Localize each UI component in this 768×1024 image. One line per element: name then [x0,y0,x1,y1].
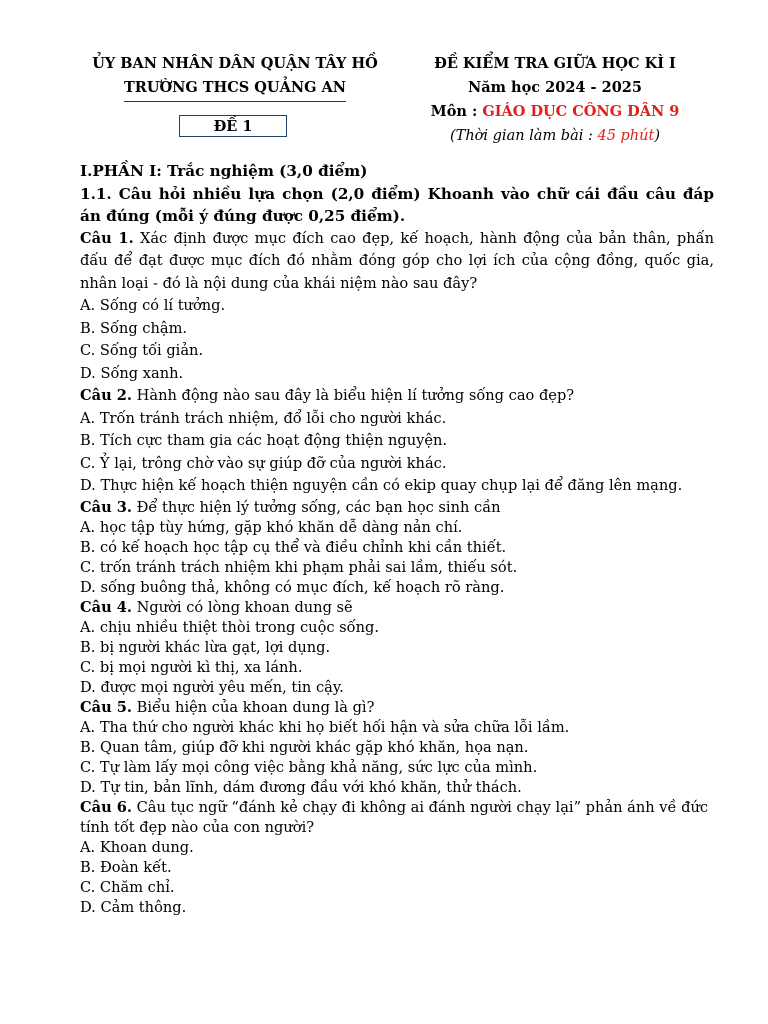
option: A. học tập tùy hứng, gặp khó khăn dễ dàng nản chí. [80,518,463,536]
option: A. Tha thứ cho người khác khi họ biết hối hận và sửa chữa lỗi lầm. [80,718,570,736]
option: B. Quan tâm, giúp đỡ khi người khác gặp khó khăn, họa nạn. [80,738,529,756]
question-text [80,698,714,718]
option: A. Trốn tránh trách nhiệm, đổ lỗi cho người khác. [80,409,447,427]
question-label: Câu 2. [80,387,132,404]
option: C. trốn tránh trách nhiệm khi phạm phải sai lầm, thiếu sót. [80,558,518,576]
option: D. Cảm thông. [80,898,187,916]
section-title: 1.1. Câu hỏi nhiều lựa chọn (2,0 điểm) Khoanh vào chữ cái đầu câu đáp án đúng (mỗi ý đúng được 0,25 điểm). [80,184,714,225]
district-committee: ỦY BAN NHÂN DÂN QUẬN TÂY HỒ [92,55,378,72]
question-body: Người có lòng khoan dung sẽ [132,598,353,616]
question-2 [80,385,714,498]
question-text [80,798,714,838]
question-5 [80,698,714,798]
exam-title: ĐỀ KIỂM TRA GIỮA HỌC KÌ I [434,55,676,72]
option: B. bị người khác lừa gạt, lợi dụng. [80,638,331,656]
option: D. sống buông thả, không có mục đích, kế hoạch rõ ràng. [80,578,505,596]
question-body: Để thực hiện lý tưởng sống, các bạn học sinh cần [132,498,501,516]
question-text [80,228,714,296]
subject-label: Môn : [430,103,483,120]
question-body: Xác định được mục đích cao đẹp, kế hoạch, hành động của bản thân, phấn đấu để đạt được mục đích đó nhằm đóng góp cho lợi ích của cộng đồng, quốc gia, nhân loại - đó là nội dung của khái niệm nào sau đây? [80,229,714,292]
question-label: Câu 6. [80,798,132,816]
option: A. Khoan dung. [80,838,194,856]
option: A. Sống có lí tưởng. [80,297,226,314]
question-text [80,498,714,518]
question-label: Câu 4. [80,598,132,616]
option: C. Sống tối giản. [80,342,204,359]
subject-name: GIÁO DỤC CÔNG DÂN 9 [482,103,680,120]
option: D. Thực hiện kế hoạch thiện nguyện cần có ekip quay chụp lại để đăng lên mạng. [80,477,683,494]
exam-code-box: ĐỀ 1 [179,115,287,137]
option: B. Tích cực tham gia các hoạt động thiện nguyện. [80,432,448,449]
time-line [405,124,705,148]
time-value: 45 phút [597,128,655,144]
exam-body [80,160,714,918]
option: B. có kế hoạch học tập cụ thể và điều chỉnh khi cần thiết. [80,538,507,556]
option: B. Đoàn kết. [80,858,172,876]
exam-header [0,52,768,142]
option: C. bị mọi người kì thị, xa lánh. [80,658,303,676]
time-suffix: ) [654,128,660,144]
question-1 [80,228,714,386]
option: C. Tự làm lấy mọi công việc bằng khả năng, sức lực của mình. [80,758,538,776]
question-6 [80,798,714,918]
question-body: Hành động nào sau đây là biểu hiện lí tưởng sống cao đẹp? [132,387,575,404]
time-prefix: (Thời gian làm bài : [450,128,598,144]
option: D. Tự tin, bản lĩnh, dám đương đầu với khó khăn, thử thách. [80,778,522,796]
option: D. được mọi người yêu mến, tin cậy. [80,678,344,696]
option: A. chịu nhiều thiệt thòi trong cuộc sống. [80,618,379,636]
exam-info [405,52,705,148]
school-name: TRƯỜNG THCS QUẢNG AN [124,76,346,102]
subject-line [405,100,705,124]
option: C. Chăm chỉ. [80,878,175,896]
part-title: I.PHẦN I: Trắc nghiệm (3,0 điểm) [80,162,368,180]
question-text [80,598,714,618]
question-label: Câu 5. [80,698,132,716]
question-3 [80,498,714,598]
option: B. Sống chậm. [80,319,188,337]
question-label: Câu 3. [80,498,132,516]
option: C. Ỷ lại, trông chờ vào sự giúp đỡ của người khác. [80,454,447,472]
school-year: Năm học 2024 - 2025 [468,79,642,96]
question-label: Câu 1. [80,229,134,247]
option: D. Sống xanh. [80,364,184,382]
question-body: Câu tục ngữ “đánh kẻ chạy đi không ai đánh người chạy lại” phản ánh về đức tính tốt đẹp nào của con người? [80,798,709,836]
school-info [60,52,410,102]
question-text [80,385,714,408]
question-4 [80,598,714,698]
question-body: Biểu hiện của khoan dung là gì? [132,698,375,716]
